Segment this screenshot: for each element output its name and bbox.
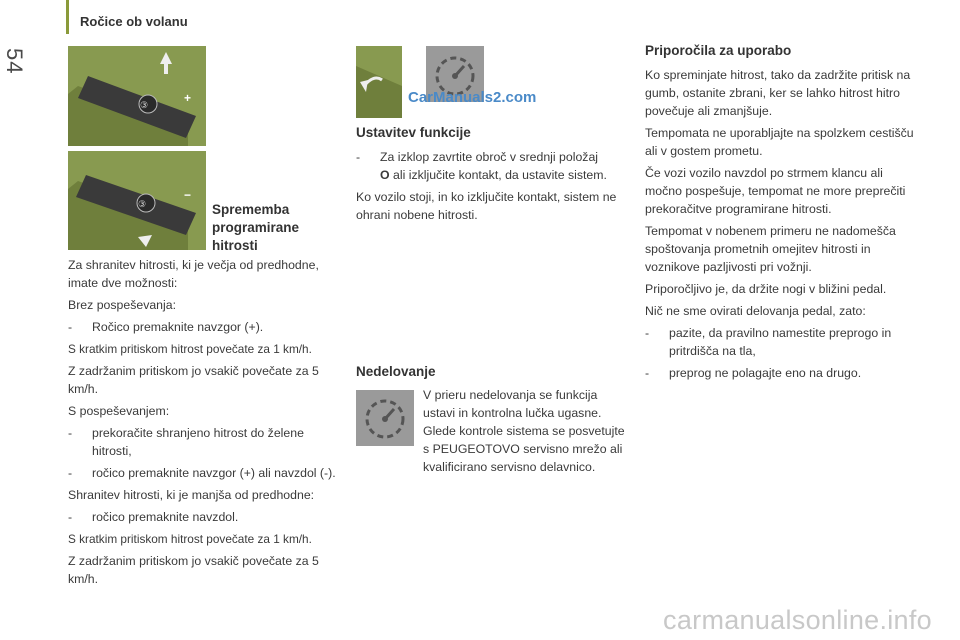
fault-heading: Nedelovanje <box>356 364 436 379</box>
list-item: - Za izklop zavrtite obroč v srednji položaj O ali izključite kontakt, da ustavite sistem. <box>356 150 607 182</box>
tip-2: Tempomata ne uporabljajte na spolzkem cestišču ali v gostem prometu. <box>645 126 914 158</box>
usage-tips-heading: Priporočila za uporabo <box>645 43 792 58</box>
stop-note: Ko vozilo stoji, in ko izključite kontakt, sistem ne ohrani nobene hitrosti. <box>356 190 617 222</box>
fault-text-block <box>423 386 631 480</box>
column-3-text <box>645 66 921 386</box>
hold-text-2: Z zadržanim pritiskom jo vsakič povečate za 5 km/h. <box>68 554 319 586</box>
tip-4: Tempomat v nobenem primeru ne nadomešča spoštovanja prometnih omejitev hitrosti in voznikove pazljivosti pri vožnji. <box>645 224 896 274</box>
no-accel-label: Brez pospeševanja: <box>68 298 177 312</box>
fault-warning-lamp <box>356 390 414 446</box>
tip-6: Nič ne sme ovirati delovanja pedal, zato: <box>645 304 866 318</box>
lower-intro: Shranitev hitrosti, ki je manjša od predhodne: <box>68 488 315 502</box>
column-2-text <box>356 148 628 228</box>
page-number: 54 <box>2 48 27 75</box>
fault-text: V prieru nedelovanja se funkcija ustavi in kontrolna lučka ugasne. Glede kontrole sistema se posvetujte s PEUGEOTOVO servisno mrežo ali kvalificirano servisno delavnico. <box>423 388 625 474</box>
list-item: - Ročico premaknite navzgor (+). <box>68 320 264 334</box>
neutral-position-label: O <box>380 168 390 182</box>
svg-text:−: − <box>184 188 192 202</box>
stalk-up-illustration <box>68 46 206 146</box>
stalk-photo-down <box>68 151 206 250</box>
list-item: - ročico premaknite navzdol. <box>68 510 239 524</box>
short-press-text: S kratkim pritiskom hitrost povečate za 1 km/h. <box>68 342 312 356</box>
stop-function-heading: Ustavitev funkcije <box>356 125 471 140</box>
list-item: - prekoračite shranjeno hitrost do želene hitrosti, <box>68 426 304 458</box>
tip-1: Ko spreminjate hitrost, tako da zadržite pritisk na gumb, ostanite zbrani, ker se lahko hitrost hitro povečuje ali zmanjšuje. <box>645 68 911 118</box>
hold-text: Z zadržanim pritiskom jo vsakič povečate za 5 km/h. <box>68 364 319 396</box>
section-title: Ročice ob volanu <box>80 14 188 29</box>
speed-change-heading: Sprememba programirane hitrosti <box>212 202 300 253</box>
list-item: - preprog ne polagajte eno na drugo. <box>645 366 862 380</box>
speedometer-icon <box>356 390 414 446</box>
svg-text:③: ③ <box>138 199 147 209</box>
site-watermark: carmanualsonline.info <box>663 605 932 635</box>
tip-5: Priporočljivo je, da držite nogi v bližini pedal. <box>645 282 887 296</box>
list-item: - pazite, da pravilno namestite preprogo in pritrdišča na tla, <box>645 326 892 358</box>
column-1-text <box>68 256 340 592</box>
ring-illustration <box>356 46 402 118</box>
stalk-photo-ring <box>356 46 402 118</box>
carmanuals-watermark: CarManuals2.com <box>408 89 537 106</box>
short-press-text-2: S kratkim pritiskom hitrost povečate za 1 km/h. <box>68 532 312 546</box>
section-bar <box>66 0 69 34</box>
svg-text:+: + <box>184 91 192 105</box>
intro-text: Za shranitev hitrosti, ki je večja od predhodne, imate dve možnosti: <box>68 258 319 290</box>
stalk-down-illustration <box>68 151 206 250</box>
stalk-photo-up <box>68 46 206 146</box>
list-item: - ročico premaknite navzgor (+) ali navzdol (-). <box>68 466 336 480</box>
svg-text:③: ③ <box>140 100 149 110</box>
accel-label: S pospeševanjem: <box>68 404 170 418</box>
tip-3: Če vozi vozilo navzdol po strmem klancu ali močno pospešuje, tempomat ne more preprečiti prekoračitve programirane hitrosti. <box>645 166 906 216</box>
